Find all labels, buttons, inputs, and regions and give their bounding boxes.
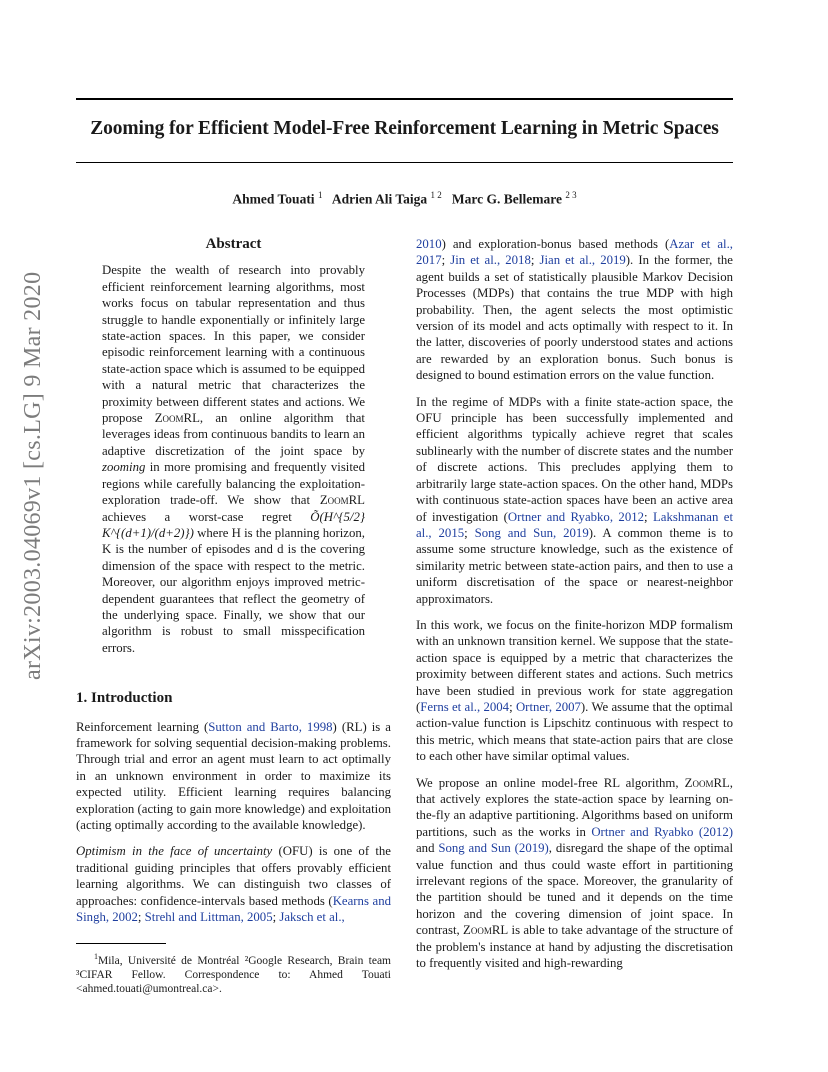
abstract-body — [102, 262, 365, 656]
citation-link[interactable]: Ortner and Ryabko (2012) — [591, 824, 733, 839]
paragraph-text: ). A common theme is to assume some structure knowledge, such as the existence of similarity metric between state-action pairs, and then to use a uniform discretisation of the space or nearest-neighbor approximators. — [416, 525, 733, 606]
section-heading-introduction: 1. Introduction — [76, 690, 173, 707]
paragraph-text: and — [416, 841, 439, 856]
paragraph-text: ) and exploration-bonus based methods ( — [441, 237, 670, 251]
author-name: Marc G. Bellemare — [451, 191, 562, 207]
author-name: Ahmed Touati — [232, 191, 315, 207]
algorithm-name: ZoomRL — [463, 923, 509, 938]
abstract-text: in more promising and frequently visited regions while carefully balancing the exploitation-exploration trade-off. We show that — [102, 460, 365, 508]
paper-title: Zooming for Efficient Model-Free Reinforcement Learning in Metric Spaces — [90, 118, 719, 139]
body-paragraph: In the regime of MDPs with a finite state-action space, the OFU principle has been successfully implemented and efficient algorithms typically achieve regret that scales sublinearly with the number of discrete states and the number of discrete actions. This precludes applying them to arbitrarily large state-action spaces. On the other hand, MDPs with continuous state-action spaces have been an active area of investigation (Ortner and Ryabko, 2012; Lakshmanan et al., 2015; Song and Sun, 2019). A common theme is to assume some structure knowledge, such as the existence of similarity metric between state-action pairs, and then to use a uniform discretisation of the space or nearest-neighbor approximators. — [416, 394, 734, 606]
title-top-rule — [76, 98, 733, 100]
paragraph-text: In this work, we focus on the finite-horizon MDP formalism with an unknown transition kernel. We suppose that the state-action space is equipped by a metric that characterizes the proximity between different states and actions. Such metrics have been studied in previous work for state aggregation ( — [416, 617, 733, 714]
citation-link[interactable]: 2010 — [416, 237, 442, 251]
author-affiliation: 1 2 — [430, 190, 442, 200]
paragraph-text: , disregard the shape of the optimal value function and thus could waste effort in partitioning irrelevant regions of the space. Moreover, the granularity of the partition should be tuned and it depends on the time horizon and the covering dimension of joint space. In contrast, — [416, 841, 733, 938]
paragraph-text: ). We assume that the optimal action-value function is Lipschitz continuous with respect to this metric, which means that state-action pairs that are close to each other have similar optimal values. — [416, 699, 733, 764]
author-list — [76, 190, 733, 208]
citation-link[interactable]: Ferns et al., 2004 — [420, 699, 510, 714]
abstract-text: Despite the wealth of research into provably efficient reinforcement learning algorithms, most works focus on tabular representation and thus struggle to handle exponentially or infinitely large state-action spaces. In this paper, we consider episodic reinforcement learning with a continuous state-action space which is assumed to be equipped with a natural metric that characterizes the proximity between different states and actions. We propose — [102, 263, 365, 426]
affiliation-footnote — [76, 950, 391, 996]
arxiv-side-label: arXiv:2003.04069v1 [cs.LG] 9 Mar 2020 — [20, 271, 46, 680]
paragraph-text: (OFU) is one of the traditional guiding principles that offers provably efficient learning algorithms. We can distinguish two classes of approaches: confidence-intervals based methods ( — [76, 844, 391, 908]
citation-link[interactable]: Strehl and Littman, 2005 — [144, 910, 273, 925]
algorithm-name: ZoomRL — [154, 411, 200, 426]
citation-link[interactable]: Jian et al., 2019 — [539, 253, 626, 268]
body-paragraph: In this work, we focus on the finite-horizon MDP formalism with an unknown transition kernel. We suppose that the state-action space is equipped by a metric that characterizes the proximity between different states and actions. Such metrics have been studied in previous work for state aggregation (Ferns et al., 2004; Ortner, 2007). We assume that the optimal action-value function is Lipschitz continuous with respect to this metric, which means that state-action pairs that are close to each other have similar optimal values. — [416, 617, 733, 764]
abstract-heading: Abstract — [205, 236, 262, 252]
emphasis-text: zooming — [102, 460, 146, 475]
intro-paragraph: Optimism in the face of uncertainty (OFU) is one of the traditional guiding principles that offers provably efficient learning algorithms. We can distinguish two classes of approaches: confidence-intervals based methods (Kearns and Singh, 2002; Strehl and Littman, 2005; Jaksch et al., — [76, 844, 391, 925]
author-affiliation: 1 — [317, 190, 323, 200]
title-bottom-rule — [76, 162, 733, 163]
abstract-text: , an online algorithm that leverages ideas from continuous bandits to learn an adaptive discretization of the joint space by — [102, 411, 365, 458]
citation-link[interactable]: Jaksch et al., — [279, 910, 345, 925]
citation-link[interactable]: Azar et al., 2017 — [416, 237, 733, 268]
citation-link[interactable]: Lakshmanan et al., 2015 — [416, 509, 734, 540]
footnote-text: Mila, Université de Montréal ²Google Research, Brain team ³CIFAR Fellow. Correspondence to: Ahmed Touati <ahmed.touati@umontreal.ca>. — [76, 955, 391, 996]
abstract-text: achieves a worst-case regret — [102, 509, 311, 524]
citation-link[interactable]: Jin et al., 2018 — [450, 253, 531, 268]
paragraph-text: Reinforcement learning ( — [76, 719, 209, 734]
algorithm-name: ZoomRL — [684, 775, 730, 790]
footnote-rule — [76, 943, 166, 944]
paragraph-text: We propose an online model-free RL algorithm, — [416, 775, 685, 790]
citation-link[interactable]: Song and Sun (2019) — [438, 841, 549, 856]
abstract-text: where H is the planning horizon, K is the number of episodes and d is the covering dimension of the space with respect to the metric. Moreover, our algorithm enjoys improved metric-dependent guarantees that reflect the geometry of the underlying space. Finally, we show that our algorithm is robust to small misspecification errors. — [102, 525, 365, 655]
left-column — [76, 236, 391, 996]
body-paragraph: 2010) and exploration-bonus based methods (Azar et al., 2017; Jin et al., 2018; Jian et al., 2019). In the former, the agent builds a set of statistically plausible Markov Decision Processes (MDPs) that contains the true MDP with high probability. Then, the agent selects the most optimistic version of its model and acts optimally with respect to it. In the latter, discoveries of poorly understood states and actions are rewarded by an exploration bonus. Such bonus is designed to bound estimation errors on the value function. — [416, 237, 733, 383]
paragraph-text: In the regime of MDPs with a finite state-action space, the OFU principle has been successfully implemented and efficient algorithms typically achieve regret that scales sublinearly with the number of discrete states and the number of discrete actions. This precludes applying them to arbitrarily large state-action spaces. On the other hand, MDPs with continuous state-action spaces have been an active area of investigation ( — [416, 394, 733, 524]
right-column — [416, 236, 733, 981]
author-affiliation: 2 3 — [565, 190, 577, 200]
emphasis-text: Optimism in the face of uncertainty — [76, 844, 273, 859]
paragraph-text: , that actively explores the state-action space by learning on-the-fly an adaptive partitioning. Algorithms based on uniform partitions, such as the works in — [416, 775, 733, 839]
author-name: Adrien Ali Taiga — [331, 191, 428, 207]
algorithm-name: ZoomRL — [319, 493, 365, 508]
regret-formula: Õ(H^{5/2} K^{(d+1)/(d+2)}) — [102, 509, 365, 540]
citation-link[interactable]: Song and Sun, 2019 — [474, 525, 589, 540]
paragraph-text: is able to take advantage of the structure of the problem's instance at hand by adjusting the discretisation to frequently visited and high-rewarding — [416, 923, 733, 971]
citation-link[interactable]: Kearns and Singh, 2002 — [76, 893, 391, 925]
citation-link[interactable]: Ortner and Ryabko, 2012 — [507, 509, 645, 524]
citation-link[interactable]: Ortner, 2007 — [515, 699, 581, 714]
paragraph-text: ) (RL) is a framework for solving sequential decision-making problems. Through trial and error an agent must learn to act optimally in an unknown environment in order to maximize its expected utility. Efficient learning requires balancing exploration (acting to gain more knowledge) and exploitation (acting optimally according to the available knowledge). — [76, 719, 391, 832]
citation-link[interactable]: Sutton and Barto, 1998 — [208, 719, 333, 734]
footnote-mark: 1 — [94, 952, 98, 962]
intro-paragraph — [76, 719, 391, 834]
body-paragraph — [416, 775, 733, 972]
paragraph-text: ). In the former, the agent builds a set of statistically plausible Markov Decision Processes (MDPs) that contains the true MDP with high probability. Then, the agent selects the most optimistic version of its model and acts optimally with respect to it. In the latter, discoveries of poorly understood states and actions are rewarded by an exploration bonus. Such bonus is designed to bound estimation errors on the value function. — [416, 253, 733, 383]
